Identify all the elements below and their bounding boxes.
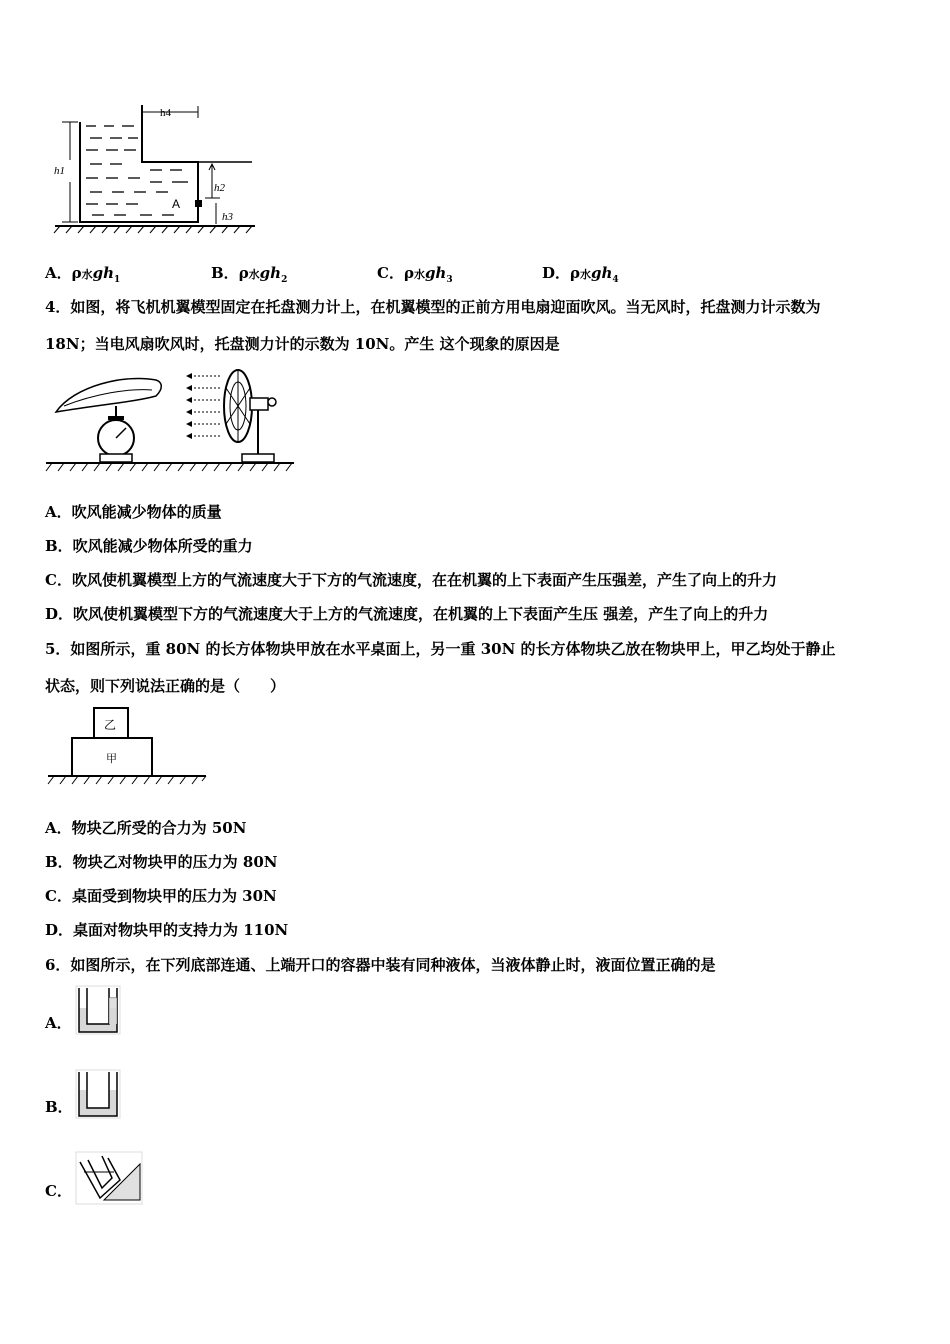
q3-option-b[interactable]: B．ρ水$gh_2$ [211,264,288,285]
q5-option-c[interactable]: C．桌面受到物块甲的压力为 30N [45,887,277,905]
q6-option-b[interactable]: B． [45,1098,73,1116]
q4-stem-line2: 18N；当电风扇吹风时，托盘测力计的示数为 10N。产生 这个现象的原因是 [45,335,560,353]
blocks-figure [46,704,210,788]
block-jia-label: 甲 [106,752,117,765]
q3-option-d[interactable]: D．ρ水$gh_4$ [542,264,619,285]
q4-option-c[interactable]: C．吹风使机翼模型上方的气流速度大于下方的气流速度，在在机翼的上下表面产生压强差，产生了向上的升力 [45,571,777,589]
q6-option-a[interactable]: A． [45,1014,72,1032]
q5-option-a[interactable]: A．物块乙所受的合力为 50N [45,819,247,837]
label-A: A [172,197,181,211]
q4-option-d[interactable]: D．吹风使机翼模型下方的气流速度大于上方的气流速度，在机翼的上下表面产生压 强差，产生了向上的升力 [45,605,769,623]
q4-option-b[interactable]: B．吹风能减少物体所受的重力 [45,537,253,555]
u-tube-c [74,1150,144,1206]
q5-option-b[interactable]: B．物块乙对物块甲的压力为 80N [45,853,278,871]
label-h2: h2 [214,182,225,194]
q6-stem: 6．如图所示，在下列底部连通、上端开口的容器中装有同种液体，当液体静止时，液面位置正确的是 [45,956,716,974]
q5-stem-line2: 状态，则下列说法正确的是（ ） [45,677,286,695]
label-h1: h1 [54,165,65,177]
q6-option-c[interactable]: C． [45,1182,72,1200]
q5-stem-line1: 5．如图所示，重 80N 的长方体物块甲放在水平桌面上，另一重 30N 的长方体物块乙放在物块甲上，甲乙均处于静止 [45,640,836,658]
u-tube-b [74,1068,122,1120]
label-h4: h4 [160,107,171,119]
label-h3: h3 [222,211,233,223]
q5-option-d[interactable]: D．桌面对物块甲的支持力为 110N [45,921,289,939]
wing-fan-figure [44,366,298,478]
q3-option-c[interactable]: C．ρ水$gh_3$ [377,264,453,285]
u-tube-a [74,984,122,1036]
tank-figure [50,100,260,235]
q4-option-a[interactable]: A．吹风能减少物体的质量 [45,503,222,521]
block-yi-label: 乙 [104,718,117,732]
q4-stem-line1: 4．如图，将飞机机翼模型固定在托盘测力计上，在机翼模型的正前方用电扇迎面吹风。当无风时，托盘测力计示数为 [45,298,821,316]
q3-option-a[interactable]: A．ρ水$gh_1$ [45,264,121,285]
